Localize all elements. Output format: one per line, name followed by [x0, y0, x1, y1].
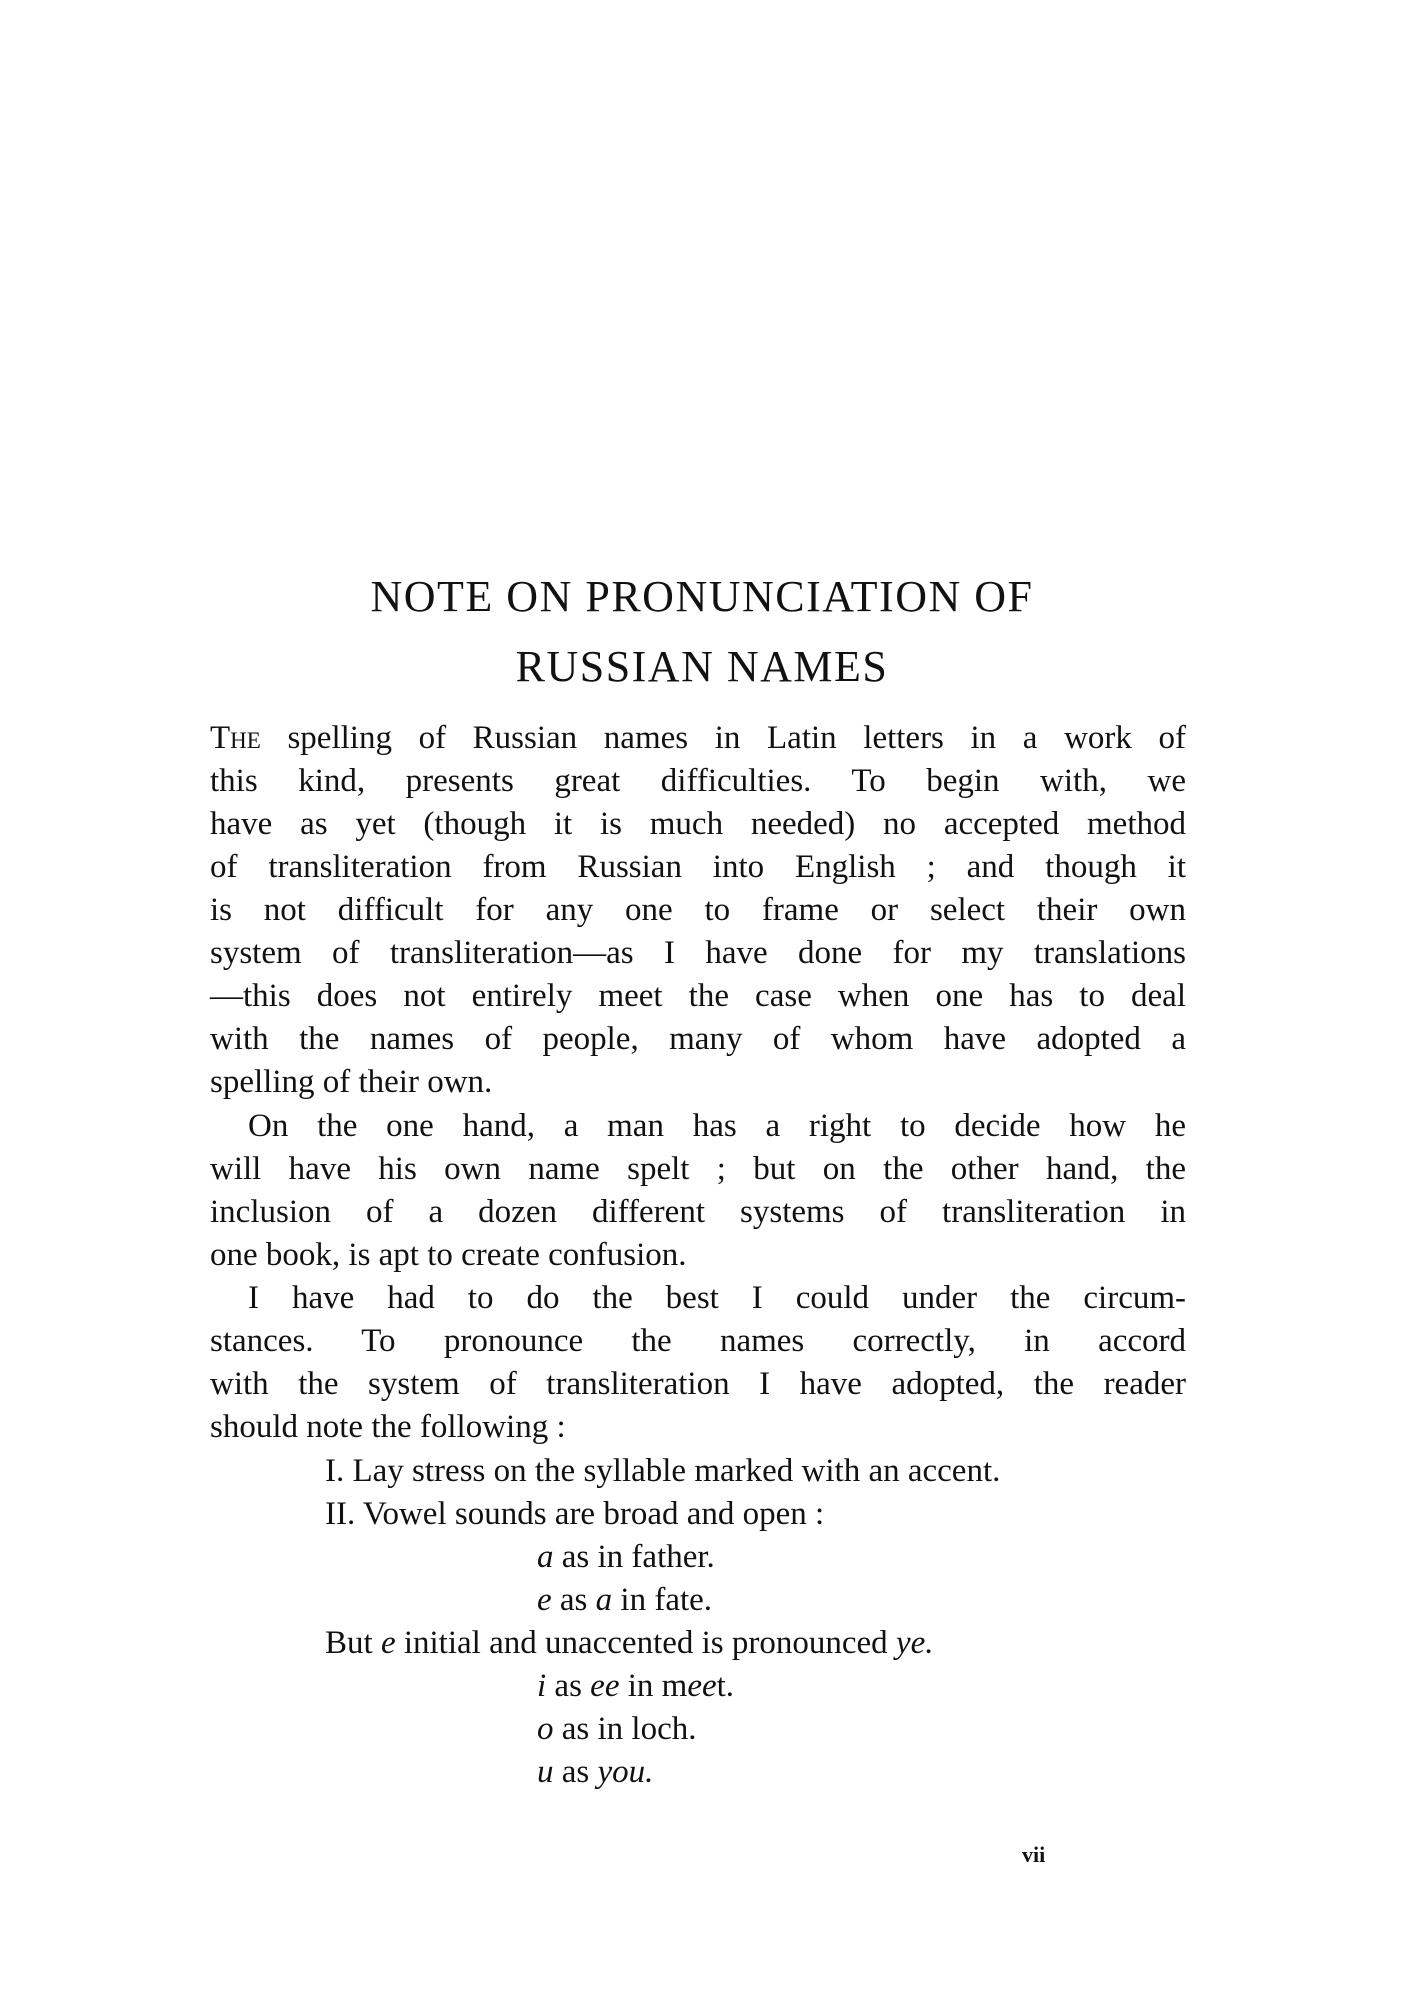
paragraph1-line-5: is not difficult for any one to frame or select their own [210, 892, 1186, 928]
vowel-i-accent: ee [687, 1668, 717, 1704]
paragraph3-line-3: with the system of transliteration I have adopted, the reader [210, 1366, 1186, 1402]
vowel-i-text3: t. [716, 1668, 735, 1704]
vowel-u-you: you. [597, 1754, 654, 1790]
paragraph3-line-2: stances. To pronounce the names correctly, in accord [210, 1323, 1186, 1359]
vowel-a-text1: as in f [561, 1539, 643, 1575]
vowel-a-text2: ther. [657, 1539, 715, 1575]
paragraph1-line-6: system of transliteration—as I have done for my translations [210, 935, 1186, 971]
vowel-u [537, 1756, 653, 1789]
vowel-a-accent: a [642, 1539, 658, 1575]
paragraph2-line-4: one book, is apt to create confusion. [210, 1237, 687, 1273]
vowel-but-line [325, 1627, 933, 1660]
vowel-but-ye: ye. [895, 1625, 934, 1661]
vowel-a-letter: a [537, 1539, 554, 1575]
vowel-e-letter2: a [595, 1582, 613, 1618]
vowel-e-text3: te. [679, 1582, 713, 1618]
paragraph1-line-8: with the names of people, many of whom have adopted a [210, 1021, 1186, 1057]
page-number: vii [1022, 1842, 1046, 1867]
vowel-but-letter: e [380, 1625, 396, 1661]
vowel-e-letter: e [537, 1582, 552, 1618]
paragraph1-line-1 [210, 722, 1186, 755]
vowel-o [537, 1713, 696, 1746]
vowel-o-text1: as in loch. [561, 1711, 697, 1747]
paragraph1-line-3: have as yet (though it is much needed) no accepted method [210, 806, 1186, 842]
rule-1: I. Lay stress on the syllable marked with an accent. [325, 1453, 1001, 1489]
vowel-e-text1: as [559, 1582, 588, 1618]
rule-2: II. Vowel sounds are broad and open : [325, 1496, 825, 1532]
vowel-u-letter: u [537, 1754, 554, 1790]
paragraph1-dropword: The [210, 720, 261, 756]
paragraph1-line-4: of transliteration from Russian into English ; and though it [210, 849, 1186, 885]
paragraph1-line-2: this kind, presents great difficulties. To begin with, we [210, 763, 1186, 799]
vowel-i-letter: i [537, 1668, 547, 1704]
vowel-but-text2: initial and unaccented is pronounced [403, 1625, 888, 1661]
vowel-but-text1: But [325, 1625, 373, 1661]
vowel-i-ee: ee [590, 1668, 620, 1704]
paragraph1-line-9: spelling of their own. [210, 1064, 493, 1100]
paragraph1-line-7: —this does not entirely meet the case when one has to deal [210, 978, 1186, 1014]
vowel-e-accent: a [665, 1582, 680, 1618]
vowel-a [537, 1541, 715, 1574]
vowel-e-text2: in f [620, 1582, 666, 1618]
paragraph3-line-4: should note the following : [210, 1409, 566, 1445]
vowel-e [537, 1584, 712, 1617]
paragraph1-line-1-text: spelling of Russian names in Latin letters in a work of [287, 720, 1186, 756]
page-title-line-1: NOTE ON PRONUNCIATION OF [370, 572, 1034, 621]
page-title-line-2: RUSSIAN NAMES [515, 642, 889, 691]
vowel-o-letter: o [537, 1711, 554, 1747]
vowel-i-text2: in m [627, 1668, 688, 1704]
paragraph2-line-3: inclusion of a dozen different systems of transliteration in [210, 1194, 1186, 1230]
paragraph2-line-2: will have his own name spelt ; but on the other hand, the [210, 1151, 1186, 1187]
paragraph2-line-1: On the one hand, a man has a right to decide how he [248, 1108, 1186, 1144]
paragraph3-line-1: I have had to do the best I could under the circum- [248, 1280, 1186, 1316]
vowel-u-text1: as [561, 1754, 590, 1790]
vowel-i [537, 1670, 734, 1703]
vowel-i-text1: as [554, 1668, 582, 1704]
